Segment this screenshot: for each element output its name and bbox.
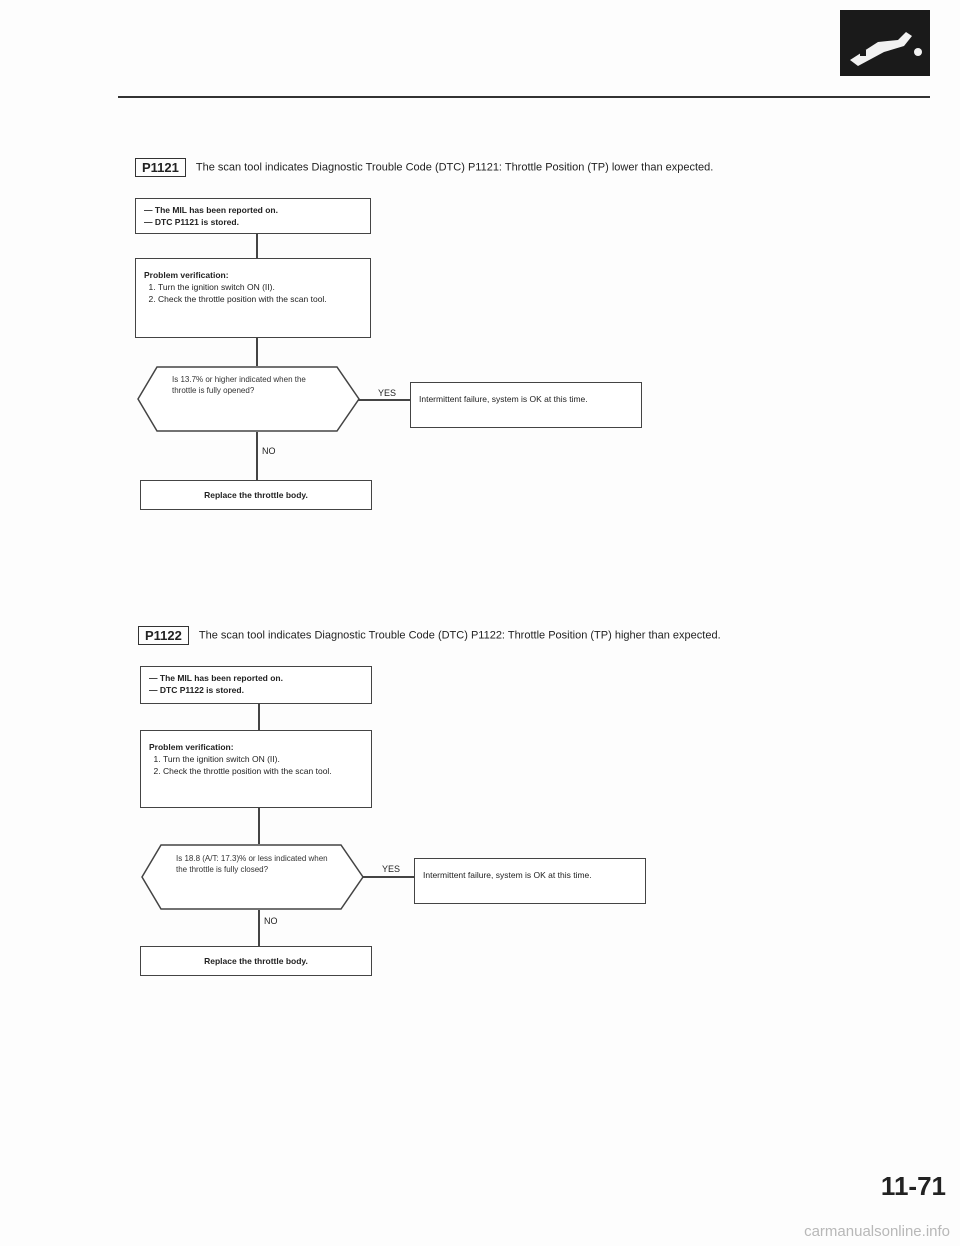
verification-step: 1. Turn the ignition switch ON (II).	[163, 753, 363, 765]
page-number: 11-71	[880, 1171, 946, 1201]
header-rule	[118, 96, 930, 98]
flow-connector	[256, 338, 258, 366]
flow-connector	[258, 704, 260, 730]
dtc-code: P1121	[135, 158, 186, 177]
flow-connector	[256, 432, 258, 480]
dtc-description: The scan tool indicates Diagnostic Trouble Code (DTC) P1122: Throttle Position (TP) higher than expected.	[198, 629, 721, 642]
flow-connector	[258, 808, 260, 844]
verification-box	[140, 730, 372, 808]
verification-title: Problem verification:	[144, 270, 229, 280]
conditions-box	[135, 198, 371, 234]
dtc-code: P1122	[138, 626, 189, 645]
condition-item: — The MIL has been reported on.	[144, 204, 362, 216]
condition-item: — The MIL has been reported on.	[149, 672, 363, 684]
verification-step: 2. Check the throttle position with the scan tool.	[158, 293, 362, 305]
verification-step: 2. Check the throttle position with the scan tool.	[163, 765, 363, 777]
decision-question: Is 18.8 (A/T: 17.3)% or less indicated when the throttle is fully closed?	[176, 854, 328, 874]
dtc-heading-p1122	[138, 626, 721, 645]
replace-throttle-box: Replace the throttle body.	[140, 480, 372, 510]
dtc-heading-p1121	[135, 158, 713, 177]
yes-connector	[358, 399, 410, 401]
condition-item: — DTC P1121 is stored.	[144, 216, 362, 228]
decision-question: Is 13.7% or higher indicated when the throttle is fully opened?	[172, 375, 306, 395]
replace-throttle-box: Replace the throttle body.	[140, 946, 372, 976]
flow-connector	[258, 910, 260, 946]
result-ok-box: Intermittent failure, system is OK at this time.	[410, 382, 642, 428]
yes-connector	[362, 876, 414, 878]
verification-box	[135, 258, 371, 338]
conditions-box	[140, 666, 372, 704]
dtc-description: The scan tool indicates Diagnostic Trouble Code (DTC) P1121: Throttle Position (TP) lower than expected.	[195, 161, 714, 174]
yes-label: YES	[378, 388, 397, 398]
verification-title: Problem verification:	[149, 742, 234, 752]
fuel-injection-icon	[840, 10, 930, 76]
verification-step: 1. Turn the ignition switch ON (II).	[158, 281, 362, 293]
result-ok-box: Intermittent failure, system is OK at this time.	[414, 858, 646, 904]
flow-connector	[256, 234, 258, 258]
no-label: NO	[262, 446, 276, 456]
watermark: carmanualsonline.info	[804, 1223, 950, 1240]
yes-label: YES	[382, 864, 401, 874]
condition-item: — DTC P1122 is stored.	[149, 684, 363, 696]
no-label: NO	[264, 916, 278, 926]
